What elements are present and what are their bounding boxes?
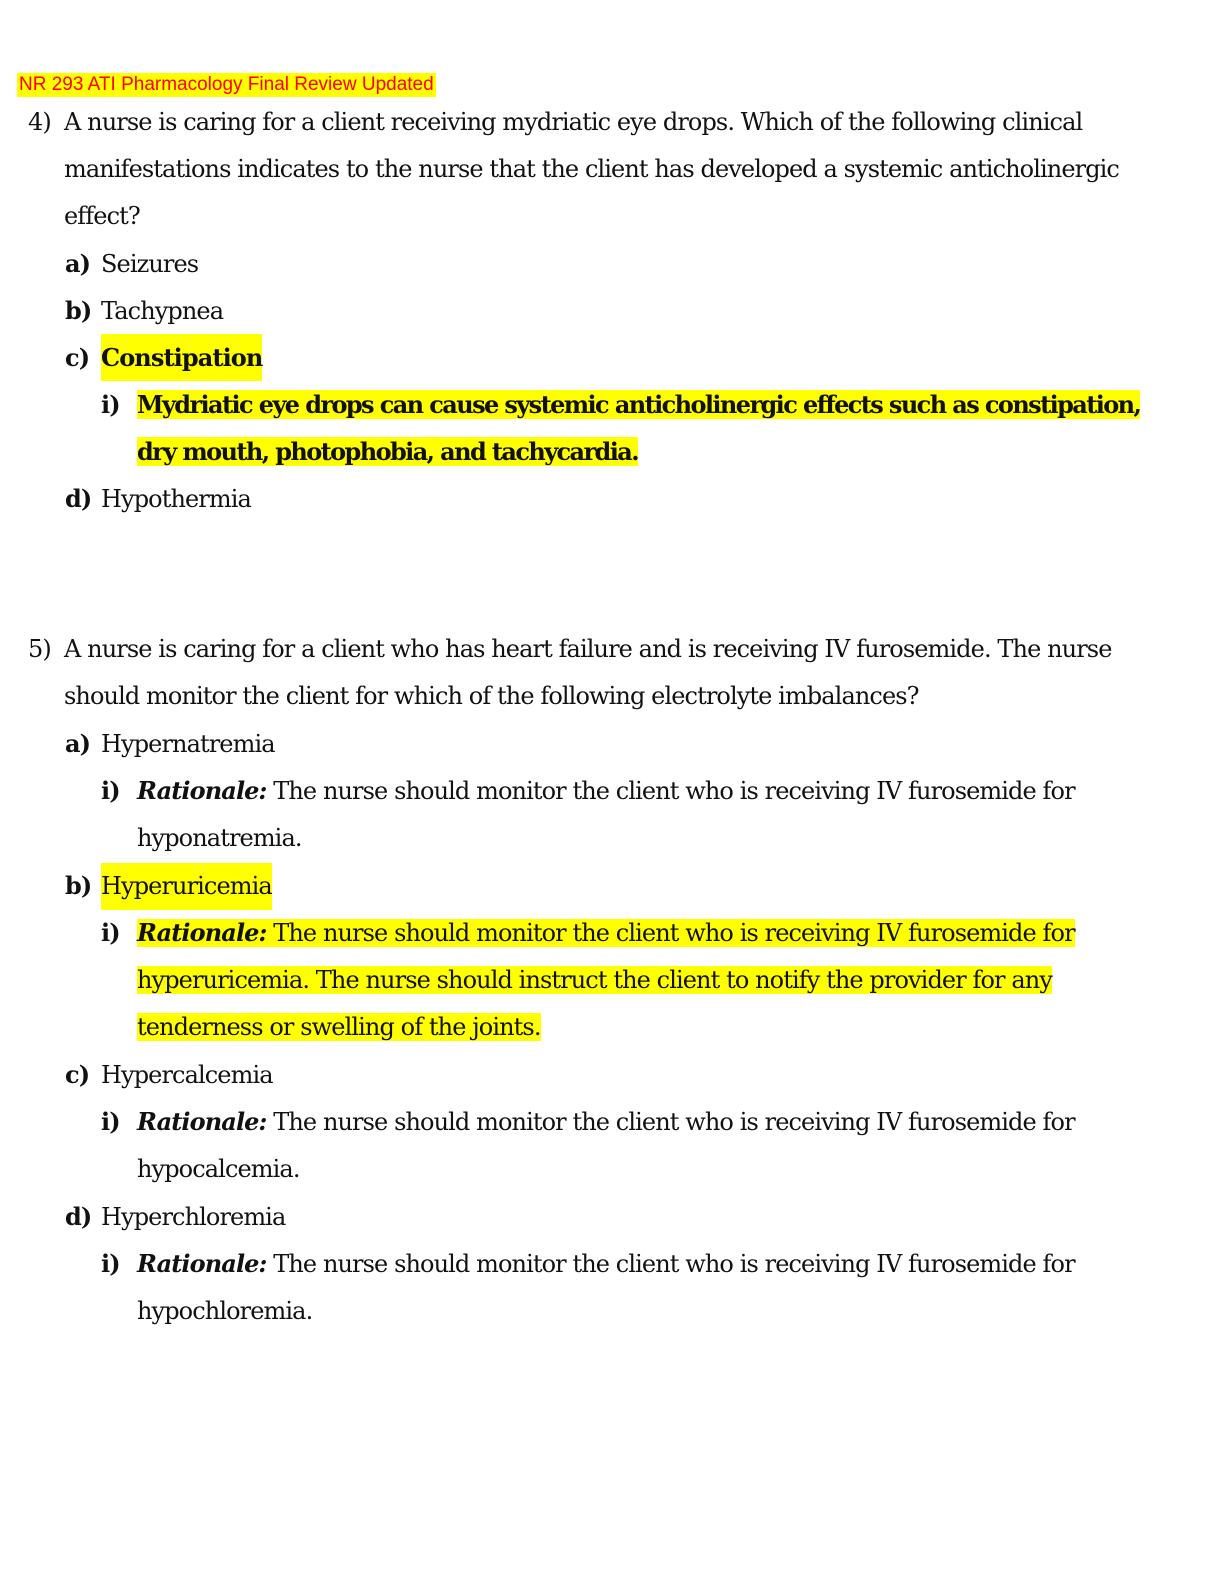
question-number: 4) <box>28 108 51 136</box>
option-text: Hypercalcemia <box>101 1061 273 1089</box>
option-text: Seizures <box>101 250 199 278</box>
option-text: Hyperchloremia <box>101 1203 286 1231</box>
rationale-text: Mydriatic eye drops can cause systemic anticholinergic effects such as constipation, dry mouth, photophobia, and tachycardia. <box>137 390 1141 466</box>
rationale-text: The nurse should monitor the client who is receiving IV furosemide for hyponatremia. <box>137 777 1075 852</box>
option-letter: b) <box>65 871 92 900</box>
option-text: Constipation <box>101 334 262 381</box>
option-letter: c) <box>65 343 90 372</box>
option-letter: a) <box>65 729 91 758</box>
rationale-b <box>101 909 1178 1051</box>
rationale-label: Rationale: <box>137 1107 267 1136</box>
question-4 <box>28 99 1178 522</box>
rationale-label: Rationale: <box>137 918 267 947</box>
option-text: Hypothermia <box>101 485 251 513</box>
rationale-label: Rationale: <box>137 1249 267 1278</box>
option-letter: b) <box>65 296 92 325</box>
option-c <box>65 1051 1178 1098</box>
question-number: 5) <box>28 635 51 663</box>
rationale-d <box>101 1240 1178 1335</box>
rationale-c <box>101 381 1178 475</box>
option-c-correct <box>65 334 1178 381</box>
rationale-label: Rationale: <box>137 776 267 805</box>
rationale-c <box>101 1098 1178 1193</box>
question-text: A nurse is caring for a client receiving mydriatic eye drops. Which of the following clinical manifestations indicates to the nurse that the client has developed a systemic anticholinergic effect? <box>64 108 1119 230</box>
option-a <box>65 240 1178 287</box>
question-5 <box>28 626 1178 1335</box>
document-title: NR 293 ATI Pharmacology Final Review Updated <box>19 74 434 95</box>
option-text: Tachypnea <box>101 297 224 325</box>
rationale-number: i) <box>101 390 120 419</box>
rationale-number: i) <box>101 918 120 947</box>
option-text: Hypernatremia <box>101 730 275 758</box>
option-letter: c) <box>65 1060 90 1089</box>
option-a <box>65 720 1178 767</box>
option-d <box>65 475 1178 522</box>
option-letter: d) <box>65 484 92 513</box>
rationale-text: The nurse should monitor the client who is receiving IV furosemide for hyperuricemia. The nurse should instruct the client to notify the provider for any tenderness or swelling of the joints. <box>137 919 1075 1041</box>
rationale-text: The nurse should monitor the client who is receiving IV furosemide for hypochloremia. <box>137 1250 1075 1325</box>
option-letter: d) <box>65 1202 92 1231</box>
option-text: Hyperuricemia <box>101 863 272 910</box>
option-d <box>65 1193 1178 1240</box>
question-text: A nurse is caring for a client who has heart failure and is receiving IV furosemide. The nurse should monitor the client for which of the following electrolyte imbalances? <box>64 635 1112 710</box>
rationale-a <box>101 767 1178 862</box>
rationale-number: i) <box>101 1107 120 1136</box>
option-b-correct <box>65 862 1178 909</box>
option-b <box>65 287 1178 334</box>
rationale-number: i) <box>101 776 120 805</box>
rationale-text: The nurse should monitor the client who is receiving IV furosemide for hypocalcemia. <box>137 1108 1075 1183</box>
rationale-number: i) <box>101 1249 120 1278</box>
option-letter: a) <box>65 249 91 278</box>
